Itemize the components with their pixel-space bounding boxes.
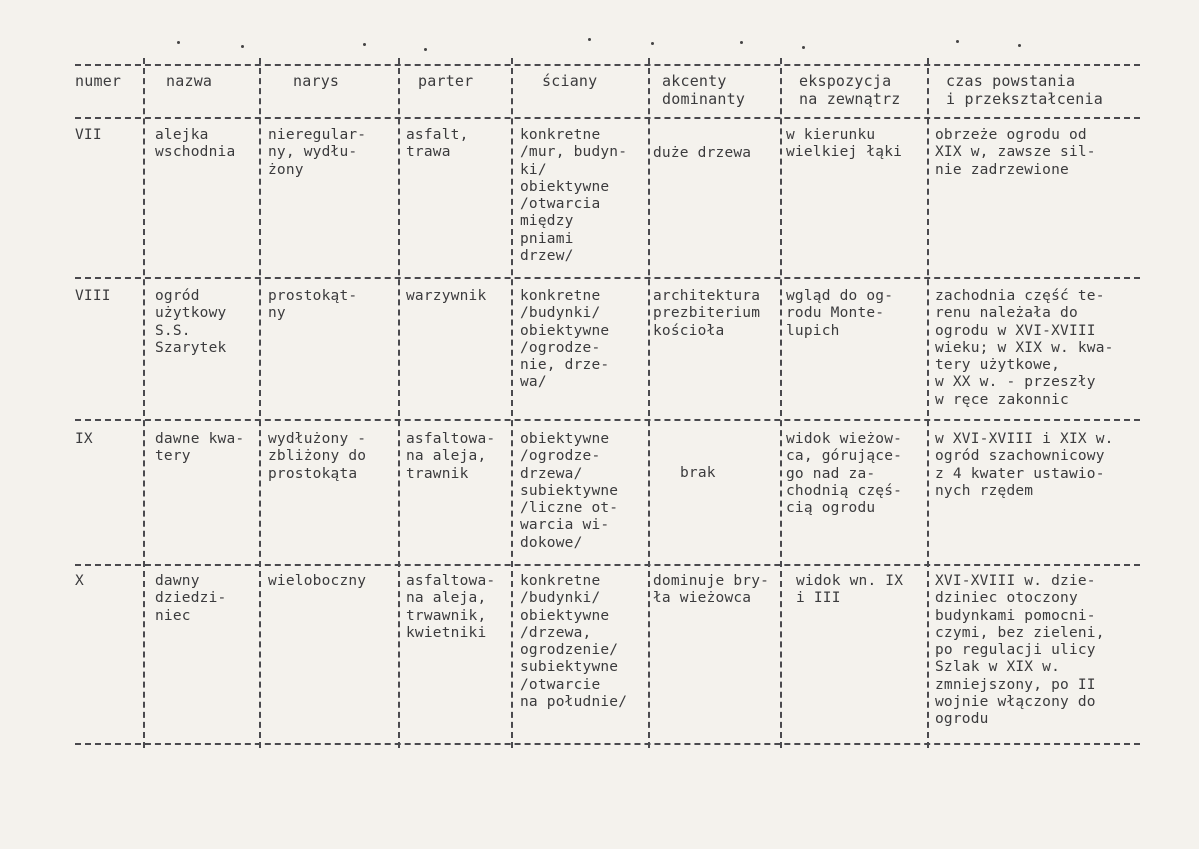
row-x-sciany: konkretne /budynki/ obiektywne /drzewa, ogrodzenie/ subiektywne /otwarcie na południe/	[520, 573, 628, 711]
rule-bottom	[75, 743, 1140, 745]
row-vii-sciany: konkretne /mur, budyn- ki/ obiektywne /otwarcia między pniami drzew/	[520, 127, 628, 265]
rule-row-ix-bottom	[75, 564, 1140, 566]
column-divider	[259, 58, 261, 748]
speck	[1018, 44, 1021, 47]
row-vii-akcenty: duże drzewa	[653, 145, 752, 161]
row-ix-parter: asfaltowa- na aleja, trawnik	[406, 431, 496, 482]
speck	[177, 41, 180, 44]
header-akcenty: akcenty dominanty	[662, 72, 746, 108]
speck	[588, 38, 591, 41]
row-viii-narys: prostokąt- ny	[268, 288, 358, 322]
speck	[651, 42, 654, 45]
row-vii-ekspozycja: w kierunku wielkiej łąki	[786, 127, 903, 161]
row-x-czas: XVI-XVIII w. dzie- dziniec otoczony budynkami pomocni- czymi, bez zieleni, po regulacji ulicy Szlak w XIX w. zmniejszony, po II wojnie włączony do ogrodu	[935, 573, 1105, 728]
column-divider	[511, 58, 513, 748]
row-x-nazwa: dawny dziedzi- niec	[155, 573, 227, 624]
header-sciany: ściany	[542, 72, 598, 90]
speck	[424, 48, 427, 51]
speck	[740, 41, 743, 44]
speck	[241, 45, 244, 48]
row-ix-czas: w XVI-XVIII i XIX w. ogród szachownicowy z 4 kwater ustawio- nych rzędem	[935, 431, 1114, 499]
row-ix-sciany: obiektywne /ogrodze- drzewa/ subiektywne /liczne ot- warcia wi- dokowe/	[520, 431, 619, 551]
rule-row-viii-bottom	[75, 419, 1140, 421]
row-viii-akcenty: architektura prezbiterium kościoła	[653, 288, 761, 339]
row-ix-ekspozycja: widok wieżow- ca, górujące- go nad za- chodnią częś- cią ogrodu	[786, 431, 903, 517]
row-ix-narys: wydłużony - zbliżony do prostokąta	[268, 431, 367, 482]
row-vii-parter: asfalt, trawa	[406, 127, 469, 161]
row-ix-nazwa: dawne kwa- tery	[155, 431, 245, 465]
row-viii-nazwa: ogród użytkowy S.S. Szarytek	[155, 288, 227, 356]
row-x-akcenty: dominuje bry- ła wieżowca	[653, 573, 770, 607]
speck	[956, 40, 959, 43]
row-vii-narys: nieregular- ny, wydłu- żony	[268, 127, 367, 178]
row-vii-numer: VII	[75, 127, 102, 143]
row-ix-numer: IX	[75, 431, 93, 447]
row-ix-akcenty: brak	[680, 465, 716, 481]
row-x-numer: X	[75, 573, 84, 589]
row-x-narys: wieloboczny	[268, 573, 367, 589]
column-divider	[927, 58, 929, 748]
column-divider	[143, 58, 145, 748]
column-divider	[398, 58, 400, 748]
rule-top	[75, 64, 1140, 66]
row-vii-nazwa: alejka wschodnia	[155, 127, 236, 161]
row-vii-czas: obrzeże ogrodu od XIX w, zawsze sil- nie zadrzewione	[935, 127, 1096, 178]
row-viii-ekspozycja: wgląd do og- rodu Monte- lupich	[786, 288, 894, 339]
header-parter: parter	[418, 72, 474, 90]
row-viii-sciany: konkretne /budynki/ obiektywne /ogrodze- nie, drze- wa/	[520, 288, 610, 391]
speck	[363, 43, 366, 46]
header-nazwa: nazwa	[166, 72, 213, 90]
row-viii-parter: warzywnik	[406, 288, 487, 304]
header-numer: numer	[75, 72, 122, 90]
rule-row-vii-bottom	[75, 277, 1140, 279]
column-divider	[648, 58, 650, 748]
row-viii-czas: zachodnia część te- renu należała do ogrodu w XVI-XVIII wieku; w XIX w. kwa- tery użytkowe, w XX w. - przeszły w ręce zakonnic	[935, 288, 1114, 408]
header-narys: narys	[293, 72, 340, 90]
header-czas: czas powstania i przekształcenia	[946, 72, 1103, 108]
rule-header-bottom	[75, 117, 1140, 119]
speck	[802, 46, 805, 49]
row-viii-numer: VIII	[75, 288, 111, 304]
column-divider	[780, 58, 782, 748]
row-x-parter: asfaltowa- na aleja, trwawnik, kwietniki	[406, 573, 496, 641]
row-x-ekspozycja: widok wn. IX i III	[796, 573, 904, 607]
header-ekspozycja: ekspozycja na zewnątrz	[799, 72, 901, 108]
